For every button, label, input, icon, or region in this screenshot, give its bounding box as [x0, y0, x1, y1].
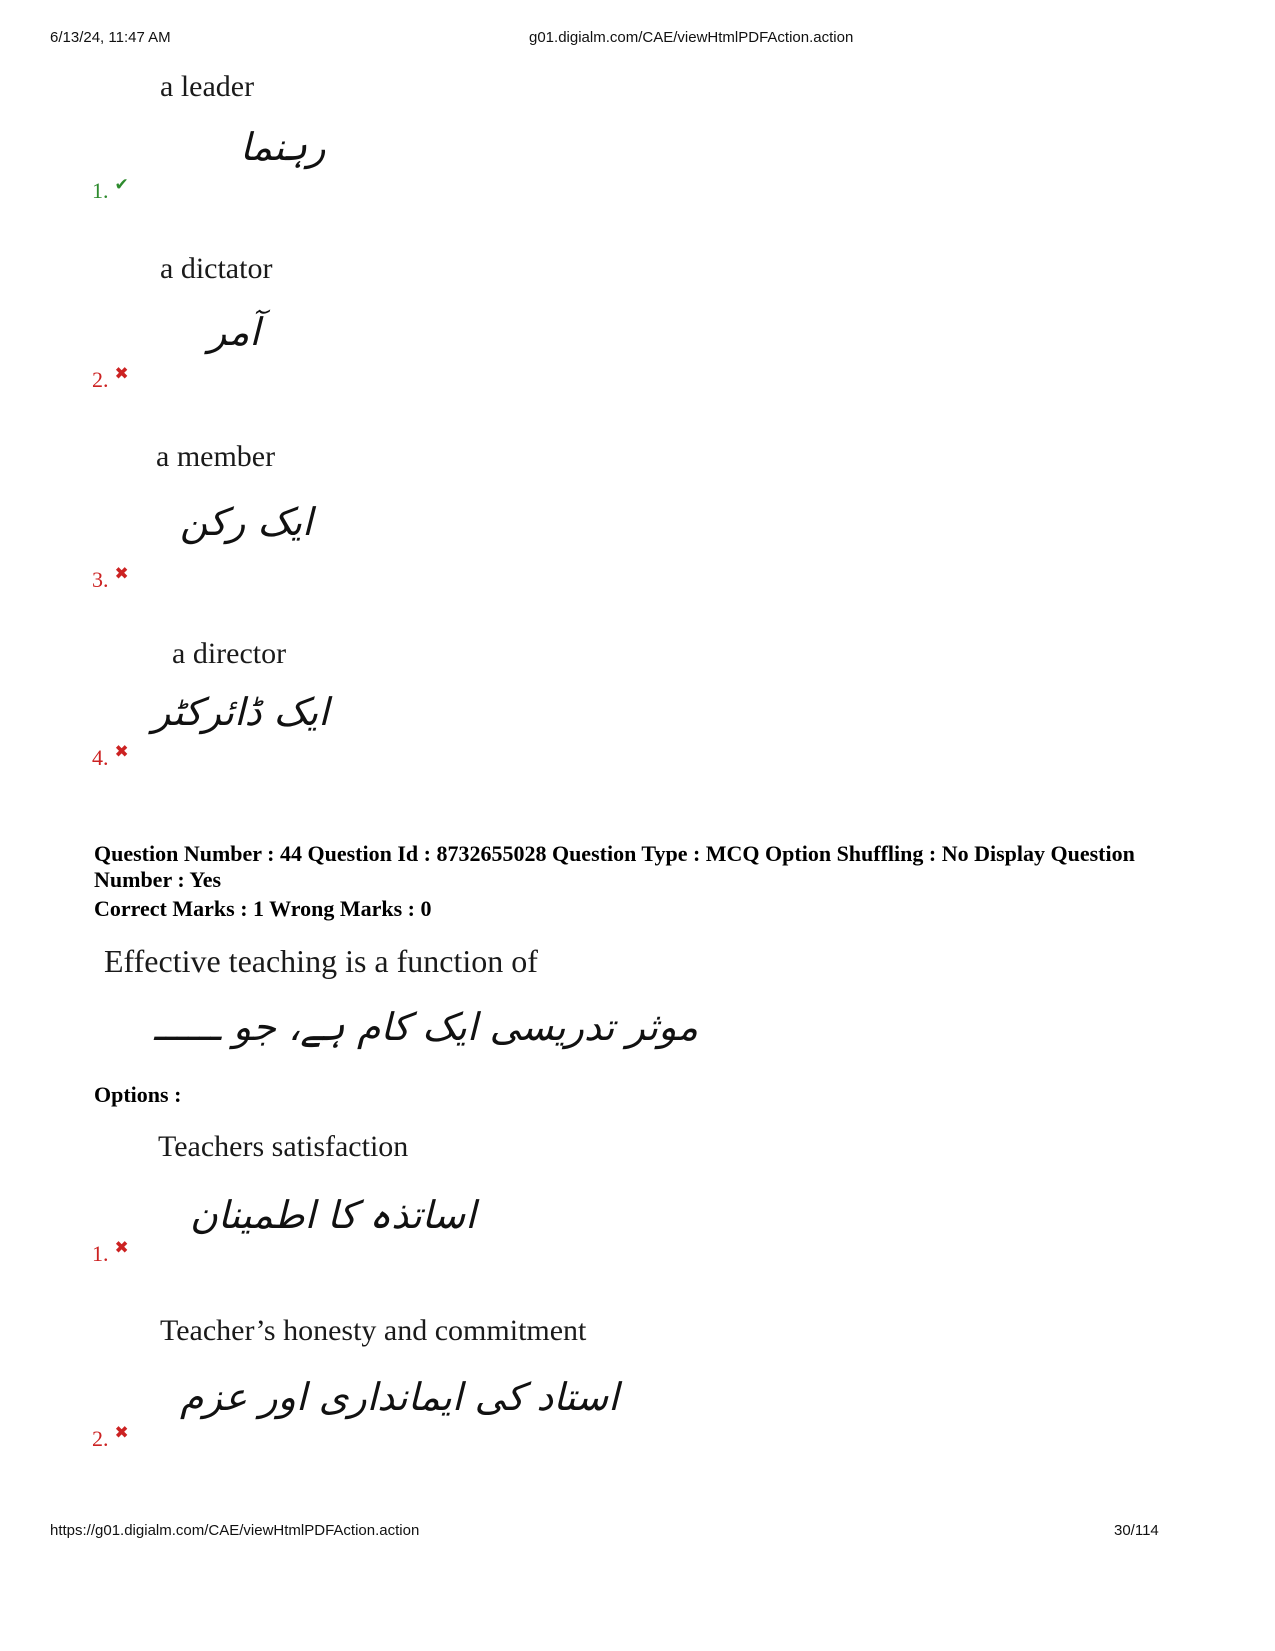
option-number-label: 2. — [92, 1426, 109, 1451]
option-number-label: 2. — [92, 367, 109, 392]
option-urdu-text: ایک رکن — [180, 500, 313, 544]
cross-icon: ✖ — [114, 364, 129, 384]
option-number-label: 3. — [92, 567, 109, 592]
question-marks: Correct Marks : 1 Wrong Marks : 0 — [94, 896, 432, 921]
option-number-label: 1. — [92, 1241, 109, 1266]
option-urdu-text: آمر — [208, 310, 260, 354]
option-number — [92, 742, 129, 771]
cross-icon: ✖ — [114, 1238, 129, 1258]
option-english-text: a member — [156, 440, 276, 473]
option-urdu-text: ایک ڈائرکٹر — [152, 690, 329, 734]
option-number-label: 4. — [92, 745, 109, 770]
footer-url: https://g01.digialm.com/CAE/viewHtmlPDFAction.action — [50, 1522, 420, 1539]
option-english-text: Teacher’s honesty and commitment — [160, 1314, 587, 1347]
cross-icon: ✖ — [114, 564, 129, 584]
option-number — [92, 364, 129, 393]
cross-icon: ✖ — [114, 1423, 129, 1443]
header-url: g01.digialm.com/CAE/viewHtmlPDFAction.action — [529, 29, 854, 46]
print-datetime: 6/13/24, 11:47 AM — [50, 29, 171, 46]
question-text-urdu: موثر تدریسی ایک کام ہے، جو ــــــ — [154, 1005, 699, 1049]
option-number-label: 1. — [92, 178, 109, 203]
cross-icon: ✖ — [114, 742, 129, 762]
page-number: 30/114 — [1114, 1522, 1159, 1539]
option-urdu-text: رہنما — [240, 125, 326, 169]
option-number — [92, 175, 129, 204]
question-meta: Question Number : 44 Question Id : 8732655028 Question Type : MCQ Option Shuffling : No Display Question Number : Yes — [94, 841, 1135, 892]
option-number — [92, 1238, 129, 1267]
options-label: Options : — [94, 1082, 182, 1107]
option-english-text: a dictator — [160, 252, 273, 285]
question-text-english: Effective teaching is a function of — [104, 943, 538, 979]
check-icon: ✔ — [114, 175, 129, 195]
option-number — [92, 1423, 129, 1452]
option-english-text: a director — [172, 637, 287, 670]
option-english-text: Teachers satisfaction — [158, 1130, 409, 1163]
option-urdu-text: اساتذہ کا اطمینان — [190, 1193, 476, 1237]
option-english-text: a leader — [160, 70, 255, 103]
option-number — [92, 564, 129, 593]
option-urdu-text: استاد کی ایمانداری اور عزم — [180, 1375, 619, 1419]
